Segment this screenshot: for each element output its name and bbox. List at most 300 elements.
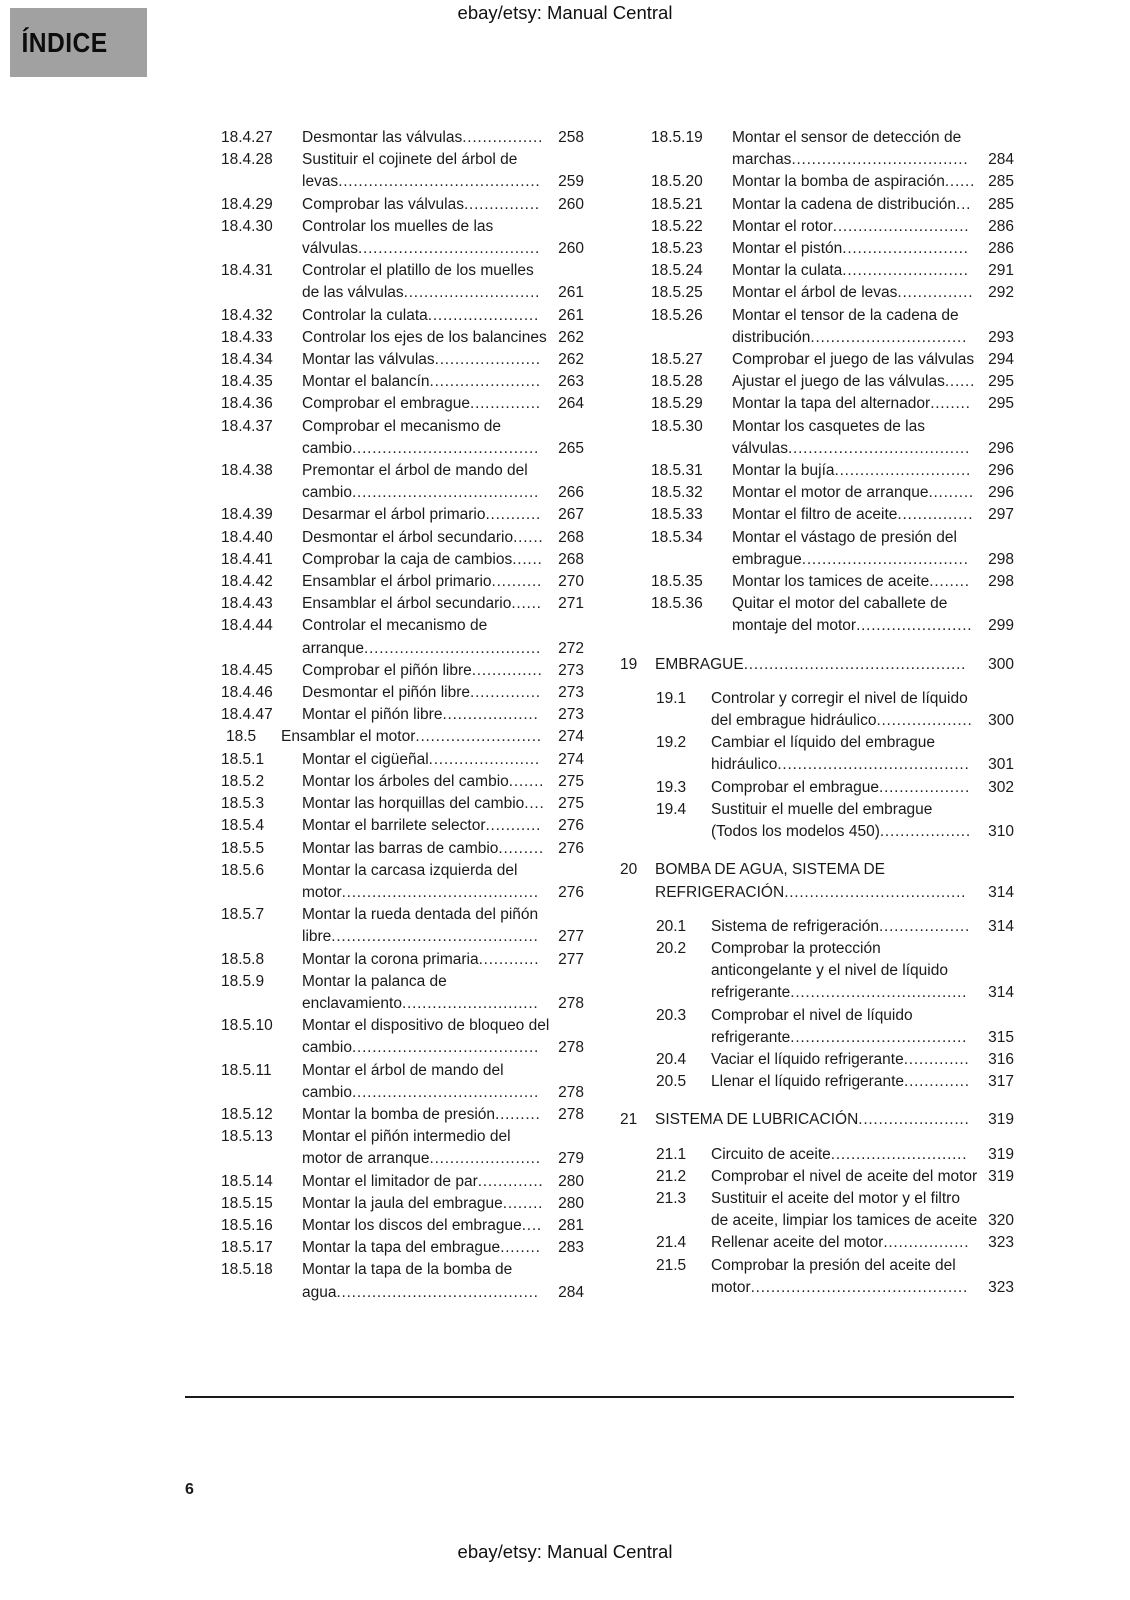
toc-entry-page: 260 (558, 195, 584, 213)
dot-leader: ........... (485, 506, 542, 524)
toc-entry-number: 18.5.13 (221, 1128, 273, 1146)
dot-leader: ......................................... (331, 928, 539, 946)
toc-entry (190, 1015, 584, 1059)
toc-entry (620, 1232, 1014, 1254)
toc-entry-number: 18.4.35 (221, 373, 273, 391)
toc-entry-page: 286 (988, 240, 1014, 258)
toc-entry-page: 285 (988, 173, 1014, 191)
toc-entry-body (732, 416, 1014, 460)
toc-entry-number: 18.5.32 (651, 484, 703, 502)
toc-entry-number: 18.4.27 (221, 129, 273, 146)
toc-entry-body (711, 1005, 1014, 1049)
toc-entry-title: Montar la tapa de la bomba de agua (302, 1261, 513, 1301)
toc-entry-page: 319 (988, 1145, 1014, 1163)
toc-entry-page: 299 (988, 617, 1014, 635)
dot-leader: ........ (929, 573, 970, 591)
toc-entry-page: 272 (558, 639, 584, 657)
toc-entry (190, 838, 584, 860)
toc-entry-number: 18.4.42 (221, 573, 273, 591)
dot-leader: ........................... (401, 994, 539, 1012)
toc-entry (620, 1071, 1014, 1093)
dot-leader: .................. (879, 823, 971, 841)
toc-entry (190, 416, 584, 460)
toc-entry (620, 688, 1014, 732)
toc-entry-number: 20.3 (656, 1006, 687, 1024)
toc-entry-title: Cambiar el líquido del embrague hidráulico (711, 734, 936, 774)
toc-entry-number: 18.5.11 (221, 1061, 272, 1079)
toc-entry-number: 18.5.30 (651, 417, 703, 435)
dot-leader: .................. (879, 778, 971, 796)
toc-entry-page: 315 (988, 1028, 1014, 1046)
toc-entry-page: 261 (558, 284, 584, 302)
toc-entry (620, 1109, 1014, 1131)
toc-entry-title: Montar la corona primaria (302, 950, 479, 968)
toc-entry-number: 18.5.26 (651, 306, 703, 324)
toc-entry-body (302, 838, 584, 860)
toc-entry-body (732, 571, 1014, 593)
toc-entry-title: Comprobar la protección anticongelante y el nivel de líquido refrigerante (711, 939, 948, 1002)
page-footer-title: ebay/etsy: Manual Central (457, 1541, 673, 1562)
dot-leader: .................................... (358, 240, 541, 258)
toc-entry-number: 18.4.43 (221, 595, 273, 613)
dot-leader: .... (521, 1216, 542, 1234)
toc-entry-title: Montar la bomba de presión (302, 1105, 496, 1123)
toc-entry-title: Montar el pistón (732, 240, 843, 258)
toc-entry (620, 916, 1014, 938)
toc-entry-page: 310 (988, 823, 1014, 841)
toc-entry (620, 371, 1014, 393)
dot-leader: ....... (508, 772, 545, 790)
dot-leader: ........ (930, 395, 971, 413)
toc-entry-number: 21.1 (656, 1145, 687, 1163)
toc-entry-page: 284 (558, 1283, 584, 1301)
toc-entry (620, 460, 1014, 482)
toc-entry-body (711, 732, 1014, 776)
toc-entry-page: 264 (558, 395, 584, 413)
toc-entry-body (732, 194, 1014, 216)
toc-entry-number: 21.2 (656, 1167, 687, 1185)
toc-entry-title: Llenar el líquido refrigerante (711, 1073, 905, 1091)
toc-entry-number: 21.5 (656, 1256, 687, 1274)
toc-entry-body (732, 238, 1014, 260)
toc-entry-title: Montar las horquillas del cambio (302, 795, 525, 813)
toc-entry-page: 323 (988, 1234, 1014, 1252)
toc-entry-title: Montar el piñón libre (302, 706, 443, 724)
toc-entry-page: 300 (988, 655, 1014, 673)
toc-entry-page: 263 (558, 373, 584, 391)
toc-entry (190, 1259, 584, 1303)
toc-entry-body (302, 571, 584, 593)
dot-leader: ........................................ (338, 173, 541, 191)
toc-entry-title: Montar el dispositivo de bloqueo del cambio (302, 1017, 550, 1057)
page-number: 6 (185, 1481, 194, 1498)
toc-entry (190, 682, 584, 704)
toc-entry-title: Controlar el mecanismo de arranque (302, 617, 488, 657)
toc-entry (620, 127, 1014, 171)
toc-entry-number: 18.5.6 (221, 861, 265, 879)
toc-entry-page: 258 (558, 129, 584, 146)
toc-entry-body (302, 260, 584, 304)
dot-leader: ......... (498, 839, 544, 857)
toc-entry-body (302, 860, 584, 904)
toc-entry (620, 416, 1014, 460)
dot-leader: ........................................... (750, 1278, 969, 1296)
footer-rule (185, 1396, 1014, 1398)
toc-entry-body (655, 654, 1014, 676)
toc-entry-number: 19.1 (656, 689, 687, 707)
toc-entry (620, 349, 1014, 371)
dot-leader: ...... (944, 173, 976, 191)
toc-entry (190, 194, 584, 216)
toc-entry (620, 171, 1014, 193)
toc-entry-title: Comprobar el juego de las válvulas (732, 351, 975, 369)
toc-entry-title: Montar el rotor (732, 217, 833, 235)
toc-entry-body (732, 504, 1014, 526)
toc-entry-number: 18.5.21 (651, 195, 703, 213)
toc-entry-page: 262 (558, 351, 584, 369)
toc-entry-title: Sustituir el cojinete del árbol de levas (302, 151, 518, 191)
toc-entry-body (302, 371, 584, 393)
dot-leader: ....................................... (341, 883, 539, 901)
toc-entry-body (302, 660, 584, 682)
toc-entry-body (302, 127, 584, 149)
toc-entry-title: Montar el limitador de par (302, 1172, 478, 1190)
toc-entry-body (302, 504, 584, 526)
toc-entry (190, 949, 584, 971)
toc-entry-number: 18.5.33 (651, 506, 703, 524)
toc-entry-body (302, 216, 584, 260)
toc-entry-number: 18.5.12 (221, 1105, 273, 1123)
toc-entry-body (302, 971, 584, 1015)
toc-entry-page: 319 (988, 1167, 1014, 1185)
toc-entry (620, 527, 1014, 571)
toc-entry-title: Desmontar las válvulas (302, 129, 463, 146)
toc-entry-page: 297 (988, 506, 1014, 524)
toc-entry (190, 1237, 584, 1259)
toc-entry (190, 1215, 584, 1237)
toc-entry-title: Montar la bujía (732, 462, 835, 480)
dot-leader: ...................... (428, 750, 540, 768)
toc-entry (620, 654, 1014, 676)
toc-entry-page: 314 (988, 917, 1014, 935)
toc-entry (190, 1104, 584, 1126)
toc-entry-title: Montar el vástago de presión del embrague (732, 528, 957, 568)
toc-entry-page: 278 (558, 1039, 584, 1057)
toc-entry-number: 18.5.31 (651, 462, 703, 480)
toc-entry-page: 274 (558, 750, 584, 768)
toc-entry-body (732, 527, 1014, 571)
toc-entry-page: 274 (558, 728, 584, 746)
toc-entry-body (302, 949, 584, 971)
toc-entry-body (732, 282, 1014, 304)
toc-entry-page: 273 (558, 706, 584, 724)
indice-label: ÍNDICE (21, 26, 108, 58)
toc-entry-body (302, 194, 584, 216)
toc-entry-title: Desarmar el árbol primario (302, 506, 486, 524)
toc-entry-body (711, 1232, 1014, 1254)
toc-entry-number: 18.5.2 (221, 772, 265, 790)
toc-entry (190, 971, 584, 1015)
dot-leader: ................................... (364, 639, 542, 657)
toc-entry-title: Circuito de aceite (711, 1145, 831, 1163)
toc-entry-title: Montar el árbol de mando del cambio (302, 1061, 504, 1101)
toc-entry-number: 20.2 (656, 939, 687, 957)
toc-entry-page: 275 (558, 795, 584, 813)
toc-entry-page: 271 (558, 595, 584, 613)
toc-entry (620, 859, 1014, 903)
toc-entry (620, 504, 1014, 526)
toc-entry-number: 18.5.34 (651, 528, 703, 546)
toc-entry-title: Desmontar el piñón libre (302, 684, 471, 702)
toc-entry-number: 18.5.7 (221, 906, 265, 924)
dot-leader: ..................................... (351, 439, 540, 457)
toc-entry (190, 726, 584, 748)
toc-entry (190, 571, 584, 593)
toc-entry (190, 615, 584, 659)
toc-entry-page: 260 (558, 240, 584, 258)
toc-entry-body (302, 1259, 584, 1303)
toc-entry-title: Sistema de refrigeración (711, 917, 879, 935)
toc-entry-number: 18.5.29 (651, 395, 703, 413)
toc-entry-title: Montar la bomba de aspiración (732, 173, 945, 191)
toc-entry-number: 18.5.19 (651, 129, 703, 146)
toc-entry-body (302, 149, 584, 193)
toc-entry-page: 300 (988, 712, 1014, 730)
toc-entry-number: 18.4.40 (221, 528, 273, 546)
toc-entry-page: 298 (988, 550, 1014, 568)
toc-entry-body (302, 1171, 584, 1193)
toc-entry-title: Montar los árboles del cambio (302, 772, 509, 790)
toc-entry-body (302, 682, 584, 704)
toc-entry-page: 267 (558, 506, 584, 524)
toc-entry (190, 371, 584, 393)
toc-entry-number: 18.5.35 (651, 573, 703, 591)
toc-entry (190, 349, 584, 371)
toc-entry-number: 18.4.39 (221, 506, 273, 524)
toc-entry-page: 278 (558, 994, 584, 1012)
toc-entry (620, 216, 1014, 238)
toc-entry-body (302, 1215, 584, 1237)
toc-entry-number: 18.5.17 (221, 1239, 273, 1257)
toc-entry-number: 19.3 (656, 778, 687, 796)
toc-entry-body (711, 1071, 1014, 1093)
dot-leader: ...................................... (777, 756, 970, 774)
toc-entry-body (302, 749, 584, 771)
toc-entry-page: 265 (558, 439, 584, 457)
toc-entry-number: 18.5.36 (651, 595, 703, 613)
dot-leader: .............. (470, 395, 541, 413)
dot-leader: ... (956, 195, 972, 213)
toc-entry-title: Montar los discos del embrague (302, 1216, 522, 1234)
toc-entry-title: Montar las barras de cambio (302, 839, 499, 857)
toc-entry-title: Montar la carcasa izquierda del motor (302, 861, 518, 901)
toc-entry-title: BOMBA DE AGUA, SISTEMA DE REFRIGERACIÓN (655, 861, 885, 901)
toc-entry (190, 1060, 584, 1104)
dot-leader: ...................... (429, 1150, 541, 1168)
toc-entry-page: 286 (988, 217, 1014, 235)
toc-entry-body (302, 327, 584, 349)
dot-leader: ......................... (842, 240, 969, 258)
toc-entry-title: Comprobar el embrague (711, 778, 880, 796)
toc-entry-page: 298 (988, 573, 1014, 591)
toc-entry (620, 777, 1014, 799)
toc-entry (620, 799, 1014, 843)
dot-leader: ................................... (790, 1028, 968, 1046)
toc-entry-page: 294 (988, 351, 1014, 369)
toc-entry (190, 327, 584, 349)
toc-entry-title: Controlar los muelles de las válvulas (302, 217, 494, 258)
toc-entry-page: 314 (988, 883, 1014, 901)
dot-leader: ...... (511, 595, 542, 613)
dot-leader: ........ (502, 1194, 544, 1212)
toc-entry-page: 276 (558, 817, 584, 835)
toc-entry (620, 194, 1014, 216)
toc-entry-title: Ajustar el juego de las válvulas (732, 373, 945, 391)
toc-entry-title: Montar la tapa del alternador (732, 395, 931, 413)
toc-entry-number: 20.5 (656, 1073, 687, 1091)
toc-entry-body (711, 799, 1014, 843)
toc-entry-number: 21 (620, 1111, 638, 1129)
toc-entry-page: 275 (558, 772, 584, 790)
toc-entry (620, 260, 1014, 282)
toc-entry-page: 295 (988, 395, 1014, 413)
toc-entry (190, 393, 584, 415)
toc-entry-number: 18.5.27 (651, 351, 703, 369)
toc-entry-title: Montar el balancín (302, 373, 430, 391)
dot-leader: .................. (879, 917, 971, 935)
dot-leader: ...................... (427, 306, 540, 324)
toc-entry-body (302, 1126, 584, 1170)
toc-entry-page: 262 (558, 328, 584, 346)
toc-entry-body (711, 1255, 1014, 1299)
toc-entry-body (302, 549, 584, 571)
toc-entry-number: 18.4.31 (221, 262, 273, 280)
toc-entry (620, 732, 1014, 776)
toc-entry-number: 18.4.44 (221, 617, 273, 635)
toc-entry (190, 860, 584, 904)
toc-entry (190, 216, 584, 260)
dot-leader: ...... (513, 528, 544, 546)
toc-entry-body (302, 527, 584, 549)
toc-entry-title: Desmontar el árbol secundario (302, 528, 514, 546)
toc-entry-page: 293 (988, 328, 1014, 346)
toc-entry (190, 660, 584, 682)
toc-entry-title: Quitar el motor del caballete de montaje del motor (732, 595, 948, 635)
toc-entry-page: 277 (558, 928, 584, 946)
toc-entry-body (302, 1193, 584, 1215)
toc-entry (620, 305, 1014, 349)
toc-entry (620, 1049, 1014, 1071)
dot-leader: ......... (928, 484, 974, 502)
dot-leader: ...... (512, 550, 543, 568)
dot-leader: .............. (471, 661, 543, 679)
toc-entry-page: 273 (558, 661, 584, 679)
toc-entry-page: 276 (558, 883, 584, 901)
dot-leader: .................................... (788, 439, 971, 457)
toc-entry-page: 302 (988, 778, 1014, 796)
dot-leader: ............................... (810, 328, 968, 346)
toc-entry-title: EMBRAGUE (655, 655, 744, 673)
toc-entry-body (302, 1104, 584, 1126)
toc-entry-number: 18.4.41 (221, 550, 273, 568)
toc-entry (190, 771, 584, 793)
toc-entry-title: Comprobar el embrague (302, 395, 471, 413)
toc-entry-number: 18.5.16 (221, 1216, 273, 1234)
dot-leader: ............ (478, 950, 540, 968)
toc-entry-title: Montar el sensor de detección de marchas (732, 129, 962, 169)
toc-entry-number: 18.4.32 (221, 306, 273, 324)
toc-entry-page: 296 (988, 439, 1014, 457)
toc-entry-title: Montar el barrilete selector (302, 817, 486, 835)
toc-entry-body (302, 793, 584, 815)
toc-entry-body (732, 305, 1014, 349)
toc-entry-title: SISTEMA DE LUBRICACIÓN (655, 1111, 859, 1129)
toc-entry-page: 276 (558, 839, 584, 857)
toc-entry-number: 21.3 (656, 1189, 687, 1207)
toc-entry-title: Montar la cadena de distribución (732, 195, 957, 213)
toc-entry-number: 18.5.28 (651, 373, 703, 391)
toc-entry-number: 18.5.24 (651, 262, 703, 280)
toc-entry-title: Rellenar aceite del motor (711, 1234, 884, 1252)
toc-entry-number: 18.4.45 (221, 661, 273, 679)
toc-entry (190, 749, 584, 771)
toc-entry (620, 482, 1014, 504)
toc-entry-title: Montar la jaula del embrague (302, 1194, 503, 1212)
toc-entry-page: 296 (988, 462, 1014, 480)
toc-entry (620, 1166, 1014, 1188)
toc-entry-number: 18.5.25 (651, 284, 703, 302)
toc-entry (190, 549, 584, 571)
toc-entry-body (732, 260, 1014, 282)
toc-entry-body (732, 171, 1014, 193)
toc-entry-body (711, 1144, 1014, 1166)
toc-entry-number: 18.5.10 (221, 1017, 273, 1035)
toc-entry-number: 18.4.34 (221, 351, 273, 369)
toc-entry (190, 815, 584, 837)
toc-entry (190, 305, 584, 327)
toc-entry-title: Montar la culata (732, 262, 843, 280)
toc-entry-body (302, 305, 584, 327)
toc-entry-page: 278 (558, 1105, 584, 1123)
toc-entry (620, 282, 1014, 304)
toc-entry (190, 704, 584, 726)
toc-entry-body (302, 904, 584, 948)
toc-entry-number: 18.5.14 (221, 1172, 273, 1190)
toc-entry-page: 316 (988, 1050, 1014, 1068)
toc-entry (190, 504, 584, 526)
toc-entry-number: 18.5.18 (221, 1261, 273, 1279)
toc-entry-body (711, 777, 1014, 799)
dot-leader: .............. (470, 684, 541, 702)
toc-entry-number: 18.4.28 (221, 151, 273, 169)
dot-leader: ................ (462, 129, 544, 146)
toc-entry-title: Comprobar el nivel de aceite del motor (711, 1167, 978, 1185)
toc-entry-title: Montar el piñón intermedio del motor de arranque (302, 1128, 511, 1168)
toc-entry-body (711, 1188, 1014, 1232)
toc-entry-body (302, 815, 584, 837)
dot-leader: ............. (903, 1050, 970, 1068)
dot-leader: ..................................... (351, 1039, 540, 1057)
toc-entry-body (711, 1166, 1014, 1188)
toc-entry-page: 273 (558, 684, 584, 702)
dot-leader: ........................... (830, 1145, 968, 1163)
toc-entry-number: 18.5.5 (221, 839, 265, 857)
dot-leader: ............... (897, 284, 974, 302)
toc-entry (190, 1126, 584, 1170)
dot-leader: ........................................ (336, 1283, 539, 1301)
toc-entry-title: Montar la rueda dentada del piñón libre (302, 906, 539, 946)
dot-leader: ....................... (856, 617, 973, 635)
